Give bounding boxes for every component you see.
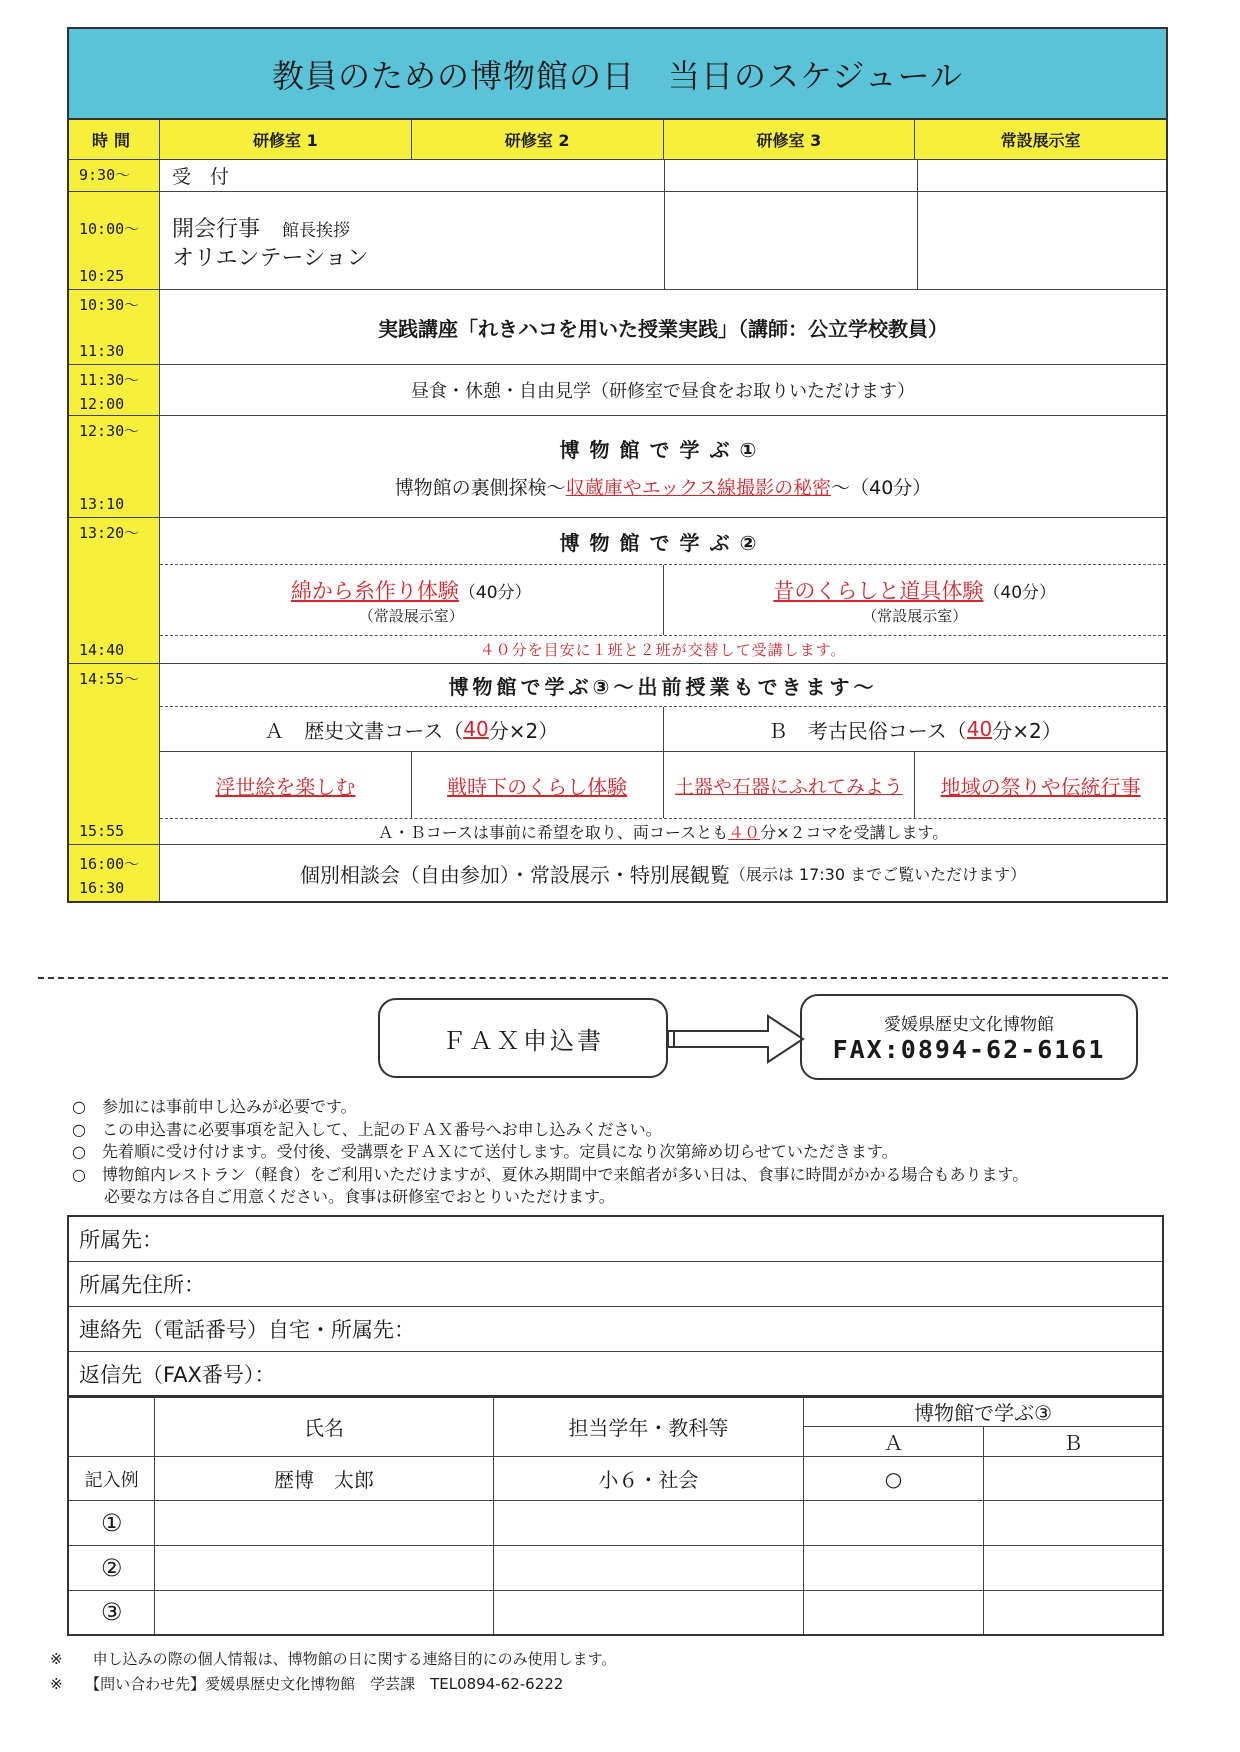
- course-b-sessions: 分×2）: [992, 718, 1062, 743]
- time-start: 14:55～: [79, 670, 140, 688]
- cotton-thread-place: （常設展示室）: [358, 606, 464, 625]
- time-start: 10:00～: [79, 220, 140, 238]
- cotton-thread-duration: （40分）: [458, 582, 532, 603]
- learn1-duration: ～（40分）: [831, 476, 932, 499]
- col-grade: 担当学年・教科等: [493, 1396, 803, 1457]
- notes: [72, 1096, 1028, 1209]
- row-learn1: [69, 416, 1166, 518]
- learn2-note: ４０分を目安に１班と２班が交替して受講します。: [479, 641, 847, 659]
- applicant-info-form: [67, 1215, 1164, 1398]
- museum-name: 愛媛県歴史文化博物館: [884, 1015, 1054, 1035]
- arrow-right-icon: [668, 1014, 808, 1064]
- time-end: 11:30: [79, 342, 125, 360]
- course-a-minutes: 40: [463, 717, 489, 741]
- row-number: ②: [68, 1546, 155, 1591]
- header-exhibit: 常設展示室: [1000, 131, 1081, 150]
- greeting-text: 館長挨拶: [282, 221, 351, 241]
- header-room2: 研修室 2: [412, 120, 664, 159]
- reception-text: 受 付: [160, 160, 665, 191]
- cotton-thread-title: 綿から糸作り体験: [290, 578, 459, 603]
- table-row[interactable]: [68, 1501, 1163, 1546]
- practice-text: 実践講座「れきハコを用いた授業実践」（講師：公立学校教員）: [378, 316, 948, 341]
- time-start: 16:00～: [79, 855, 140, 873]
- table-row[interactable]: [68, 1591, 1163, 1635]
- row-number: ①: [68, 1501, 155, 1546]
- col-b: Ｂ: [983, 1427, 1163, 1457]
- row-lunch: [69, 365, 1166, 416]
- learn1-heading: 博物館で学ぶ①: [559, 437, 767, 462]
- fax-number: FAX:0894-62-6161: [832, 1035, 1106, 1064]
- note-item: 必要な方は各自ご用意ください。食事は研修室でおとりいただけます。: [72, 1187, 615, 1206]
- topic-wartime: 戦時下のくらし体験: [412, 752, 664, 818]
- time-end: 10:25: [79, 267, 125, 285]
- example-mark: ○: [804, 1457, 984, 1501]
- old-tools-duration: （40分）: [983, 582, 1057, 603]
- affiliation-field[interactable]: 所属先：: [69, 1217, 1162, 1262]
- row-reception: [69, 160, 1166, 192]
- note-item: ○ 参加には事前申し込みが必要です。: [72, 1097, 357, 1116]
- col-learn3: 博物館で学ぶ③: [804, 1396, 1163, 1427]
- time-start: 10:30～: [79, 296, 140, 314]
- topic-festival: 地域の祭りや伝統行事: [940, 774, 1141, 799]
- learn1-highlight: 収蔵庫やエックス線撮影の秘密: [565, 476, 832, 499]
- time-start: 13:20～: [79, 524, 140, 542]
- time-end: 16:30: [79, 879, 125, 897]
- closing-note: （展示は 17:30 までご覧いただけます）: [729, 864, 1027, 884]
- closing-text: 個別相談会（自由参加）・常設展示・特別展観覧: [299, 862, 730, 887]
- learn3-note: Ａ・Ｂコースは事前に希望を取り、両コースとも: [377, 823, 729, 842]
- example-name: 歴博 太郎: [155, 1457, 493, 1501]
- learn3-note-minutes: ４０: [728, 823, 761, 842]
- learn3-heading: 博物館で学ぶ③～出前授業もできます～: [160, 664, 1166, 707]
- fax-destination: [800, 994, 1138, 1080]
- course-b-minutes: 40: [966, 717, 993, 741]
- time-end: 13:10: [79, 495, 125, 513]
- header-room3: 研修室 3: [664, 120, 916, 159]
- time-start: 11:30～: [79, 371, 140, 389]
- note-item: ○ この申込書に必要事項を記入して、上記のＦＡＸ番号へお申し込みください。: [72, 1119, 662, 1139]
- time-end: 14:40: [79, 641, 125, 659]
- contact-note: ※ 【問い合わせ先】愛媛県歴史文化博物館 学芸課 TEL0894-62-6222: [50, 1675, 564, 1693]
- course-b: Ｂ 考古民俗コース（: [767, 718, 967, 743]
- note-item: ○ 先着順に受け付けます。受付後、受講票をＦＡＸにて送付します。定員になり次第締め切らせていただきます。: [72, 1142, 898, 1161]
- schedule-header: [69, 120, 1166, 160]
- row-number: ③: [68, 1591, 155, 1635]
- phone-field[interactable]: 連絡先（電話番号）自宅・所属先：: [69, 1307, 1162, 1352]
- privacy-note: ※ 申し込みの際の個人情報は、博物館の日に関する連絡目的にのみ使用します。: [50, 1650, 617, 1668]
- learn1-desc: 博物館の裏側探検～: [394, 476, 566, 499]
- col-name: 氏名: [155, 1396, 493, 1457]
- example-label: 記入例: [68, 1457, 155, 1501]
- cut-line: [38, 977, 1168, 979]
- row-practice: [69, 290, 1166, 365]
- time-start: 12:30～: [79, 422, 140, 440]
- row-opening: [69, 192, 1166, 290]
- table-row[interactable]: [68, 1546, 1163, 1591]
- course-a: Ａ 歴史文書コース（: [264, 718, 464, 743]
- row-learn2: [69, 518, 1166, 664]
- fax-reply-field[interactable]: 返信先（FAX番号）：: [79, 1363, 276, 1387]
- time-start: 9:30～: [79, 166, 131, 184]
- page-title: 教員のための博物館の日 当日のスケジュール: [69, 29, 1166, 120]
- row-closing: [69, 845, 1166, 901]
- lunch-text: 昼食・休憩・自由見学（研修室で昼食をお取りいただけます）: [411, 381, 915, 402]
- opening-text: 開会行事: [172, 217, 261, 242]
- header-time: 時間: [69, 120, 160, 159]
- learn3-note-end: 分×２コマを受講します。: [760, 823, 949, 842]
- note-item: ○ 博物館内レストラン（軽食）をご利用いただけますが、夏休み期間中で来館者が多い日は、食事に時間がかかる場合もあります。: [72, 1164, 1029, 1184]
- old-tools-title: 昔のくらしと道具体験: [773, 578, 984, 603]
- course-a-sessions: 分×2）: [488, 718, 559, 743]
- topic-pottery: 土器や石器にふれてみよう: [664, 752, 916, 818]
- orientation-text: オリエンテーション: [172, 246, 369, 271]
- row-learn3: [69, 664, 1166, 845]
- learn2-heading: 博物館で学ぶ②: [160, 518, 1166, 565]
- old-tools-place: （常設展示室）: [862, 606, 968, 625]
- application-table: [67, 1395, 1164, 1636]
- time-end: 12:00: [79, 395, 125, 413]
- schedule-table: [67, 27, 1168, 903]
- col-a: Ａ: [804, 1427, 984, 1457]
- header-room1: 研修室 1: [160, 120, 412, 159]
- affiliation-address-field[interactable]: 所属先住所：: [69, 1262, 1162, 1307]
- example-grade: 小６・社会: [493, 1457, 803, 1501]
- fax-form-label: ＦＡＸ申込書: [378, 998, 668, 1078]
- time-end: 15:55: [79, 822, 125, 840]
- topic-ukiyoe: 浮世絵を楽しむ: [160, 752, 412, 818]
